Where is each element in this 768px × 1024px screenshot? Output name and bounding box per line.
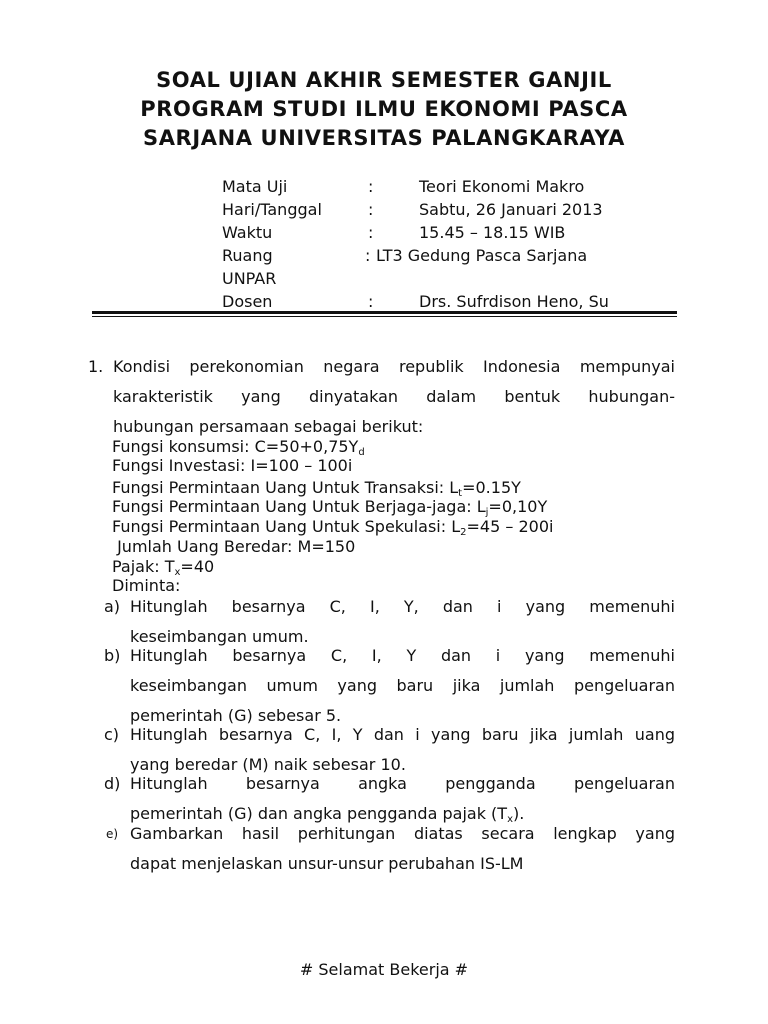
item-line: Hitunglah besarnya C, I, Y dan i yang baru jika jumlah uang: [130, 725, 675, 744]
fn-text: Pajak: T: [112, 557, 175, 576]
fn-text: =45 – 200i: [466, 517, 554, 536]
question-intro-line: karakteristik yang dinyatakan dalam bentuk hubungan-: [113, 387, 675, 406]
exam-title: [0, 66, 768, 153]
item-label-c: c): [104, 725, 120, 744]
item-line: Hitunglah besarnya angka pengganda pengeluaran: [130, 774, 675, 793]
diminta: Diminta:: [112, 576, 181, 595]
info-label: Ruang: [222, 246, 273, 265]
info-value-continued: UNPAR: [222, 269, 277, 288]
fn-text: Fungsi konsumsi: C=50+0,75Y: [112, 437, 359, 456]
jumlah-uang-beredar: Jumlah Uang Beredar: M=150: [112, 537, 356, 556]
item-subscript: x: [507, 814, 513, 825]
info-colon: :: [368, 223, 374, 242]
item-text: ).: [512, 804, 525, 823]
info-label: Waktu: [222, 223, 273, 242]
header-divider-thick: [92, 311, 677, 314]
item-line: keseimbangan umum.: [130, 627, 309, 646]
closing-text: # Selamat Bekerja #: [299, 960, 469, 979]
item-line: Hitunglah besarnya C, I, Y dan i yang memenuhi: [130, 646, 675, 665]
info-colon: :: [368, 292, 374, 311]
fungsi-investasi: Fungsi Investasi: I=100 – 100i: [112, 456, 353, 475]
title-line: SARJANA UNIVERSITAS PALANGKARAYA: [142, 126, 626, 150]
item-label-e: e): [106, 827, 119, 841]
fn-subscript: 2: [460, 527, 467, 538]
fn-text: Fungsi Permintaan Uang Untuk Transaksi: L: [112, 478, 459, 497]
info-colon: :: [368, 177, 374, 196]
info-value: Sabtu, 26 Januari 2013: [419, 200, 603, 219]
info-value: Teori Ekonomi Makro: [419, 177, 585, 196]
item-text: pemerintah (G) dan angka pengganda pajak (T: [130, 804, 508, 823]
item-line: Hitunglah besarnya C, I, Y, dan i yang memenuhi: [130, 597, 675, 616]
title-line: PROGRAM STUDI ILMU EKONOMI PASCA: [140, 97, 628, 121]
item-line: Gambarkan hasil perhitungan diatas secara lengkap yang: [130, 824, 675, 843]
fn-text: Fungsi Permintaan Uang Untuk Spekulasi: L: [112, 517, 461, 536]
info-value: 15.45 – 18.15 WIB: [419, 223, 566, 242]
info-value: LT3 Gedung Pasca Sarjana: [376, 246, 588, 265]
item-label-d: d): [104, 774, 121, 793]
info-label: Dosen: [222, 292, 273, 311]
info-label: Hari/Tanggal: [222, 200, 322, 219]
fn-subscript: j: [485, 507, 489, 518]
title-line: SOAL UJIAN AKHIR SEMESTER GANJIL: [156, 68, 612, 92]
info-colon: :: [368, 200, 374, 219]
header-divider-thin: [92, 316, 677, 317]
info-value: Drs. Sufrdison Heno, Su: [419, 292, 609, 311]
item-label-b: b): [104, 646, 121, 665]
item-label-a: a): [104, 597, 121, 616]
fn-subscript: x: [174, 567, 181, 578]
fn-text: =0.15Y: [462, 478, 521, 497]
question-number: 1.: [88, 357, 104, 376]
item-e: [130, 819, 675, 879]
fn-subscript: t: [458, 488, 463, 499]
info-label: Mata Uji: [222, 177, 288, 196]
fn-text: Fungsi Permintaan Uang Untuk Berjaga-jaga: L: [112, 497, 486, 516]
info-colon: :: [365, 246, 371, 265]
fn-text: =0,10Y: [488, 497, 548, 516]
item-b: [130, 641, 675, 731]
question-intro-line: hubungan persamaan sebagai berikut:: [113, 417, 424, 436]
fn-text: =40: [180, 557, 215, 576]
item-line: yang beredar (M) naik sebesar 10.: [130, 755, 406, 774]
item-line: dapat menjelaskan unsur-unsur perubahan IS-LM: [130, 854, 524, 873]
fn-subscript: d: [358, 447, 365, 458]
item-line: pemerintah (G) sebesar 5.: [130, 706, 342, 725]
question-intro-line: Kondisi perekonomian negara republik Indonesia mempunyai: [113, 357, 675, 376]
item-line: keseimbangan umum yang baru jika jumlah pengeluaran: [130, 676, 675, 695]
